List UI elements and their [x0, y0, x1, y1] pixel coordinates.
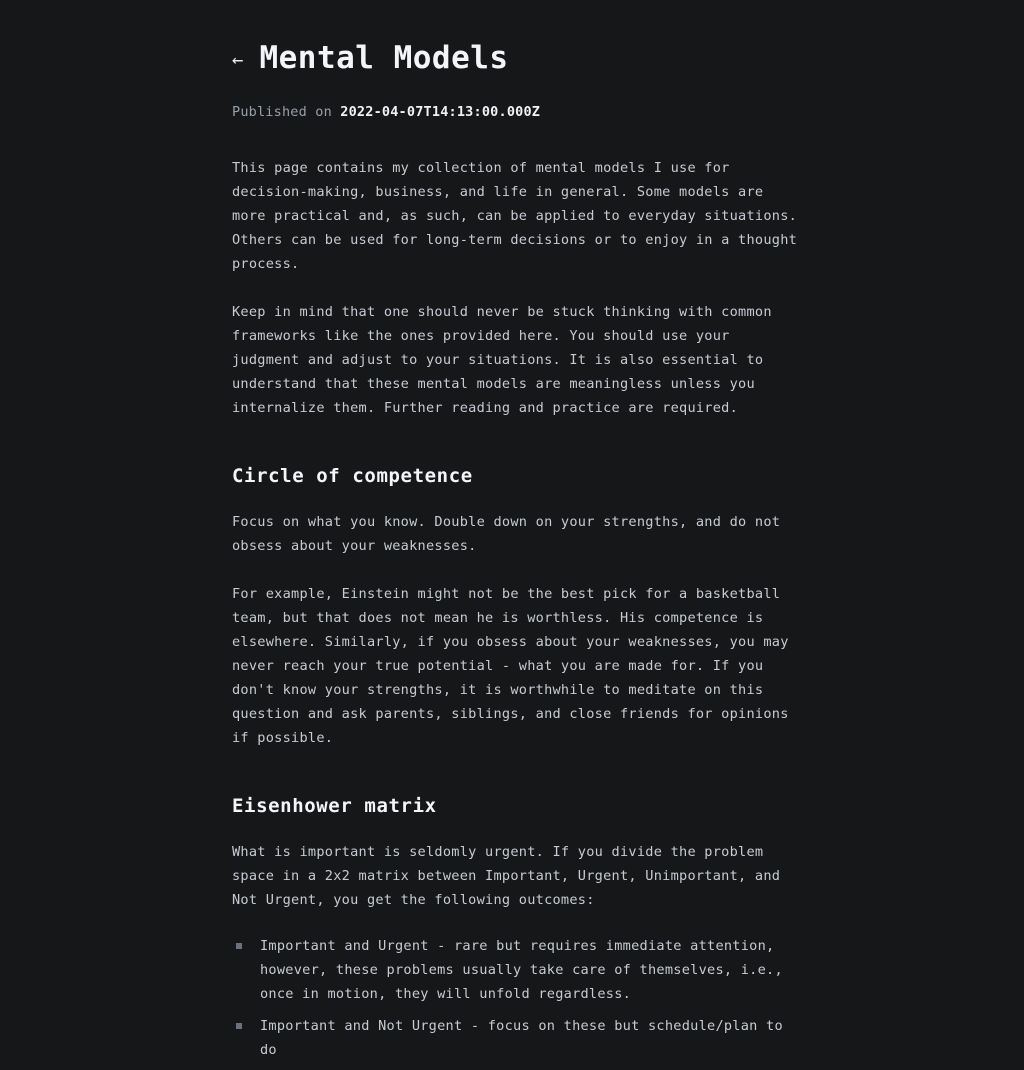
section-paragraph: Focus on what you know. Double down on your strengths, and do not obsess about your weaknesses.	[232, 514, 781, 555]
section-heading: Circle of competence	[232, 465, 473, 488]
section-heading: Eisenhower matrix	[232, 795, 437, 818]
page-title: Mental Models	[259, 40, 509, 76]
published-timestamp: 2022-04-07T14:13:00.000Z	[340, 104, 541, 121]
article-content	[232, 0, 802, 1070]
intro-paragraph: Keep in mind that one should never be stuck thinking with common frameworks like the ones provided here. You should use your judgment and adjust to your situations. It is also essential to understand that these mental models are meaningless unless you internalize them. Further reading and practice are required.	[232, 304, 772, 417]
intro-paragraph: This page contains my collection of mental models I use for decision-making, business, and life in general. Some models are more practical and, as such, can be applied to everyday situations. Others can be used for long-term decisions or to enjoy in a thought process.	[232, 160, 798, 273]
list-item-label: Important and Not Urgent - focus on these but schedule/plan to do	[260, 1017, 783, 1058]
back-arrow-icon[interactable]: ←	[232, 49, 244, 72]
list-item	[232, 1014, 802, 1062]
bullet-square-icon	[236, 1023, 242, 1029]
outcomes-list	[232, 934, 802, 1062]
list-item	[232, 934, 802, 1006]
published-meta	[232, 102, 802, 122]
bullet-square-icon	[236, 943, 242, 949]
published-label: Published on	[232, 104, 332, 121]
section-circle-of-competence	[232, 464, 802, 750]
intro-block	[232, 156, 802, 420]
section-paragraph: For example, Einstein might not be the best pick for a basketball team, but that does not mean he is worthless. His competence is elsewhere. Similarly, if you obsess about your weaknesses, you may never reach your true potential - what you are made for. If you don't know your strengths, it is worthwhile to meditate on this question and ask parents, siblings, and close friends for opinions if possible.	[232, 586, 789, 747]
section-paragraph: What is important is seldomly urgent. If you divide the problem space in a 2x2 matrix between Important, Urgent, Unimportant, and Not Urgent, you get the following outcomes:	[232, 843, 781, 908]
list-item-label: Important and Urgent - rare but requires immediate attention, however, these problems usually take care of themselves, i.e., once in motion, they will unfold regardless.	[260, 937, 783, 1002]
title-row	[232, 40, 802, 77]
section-eisenhower-matrix	[232, 794, 802, 1062]
